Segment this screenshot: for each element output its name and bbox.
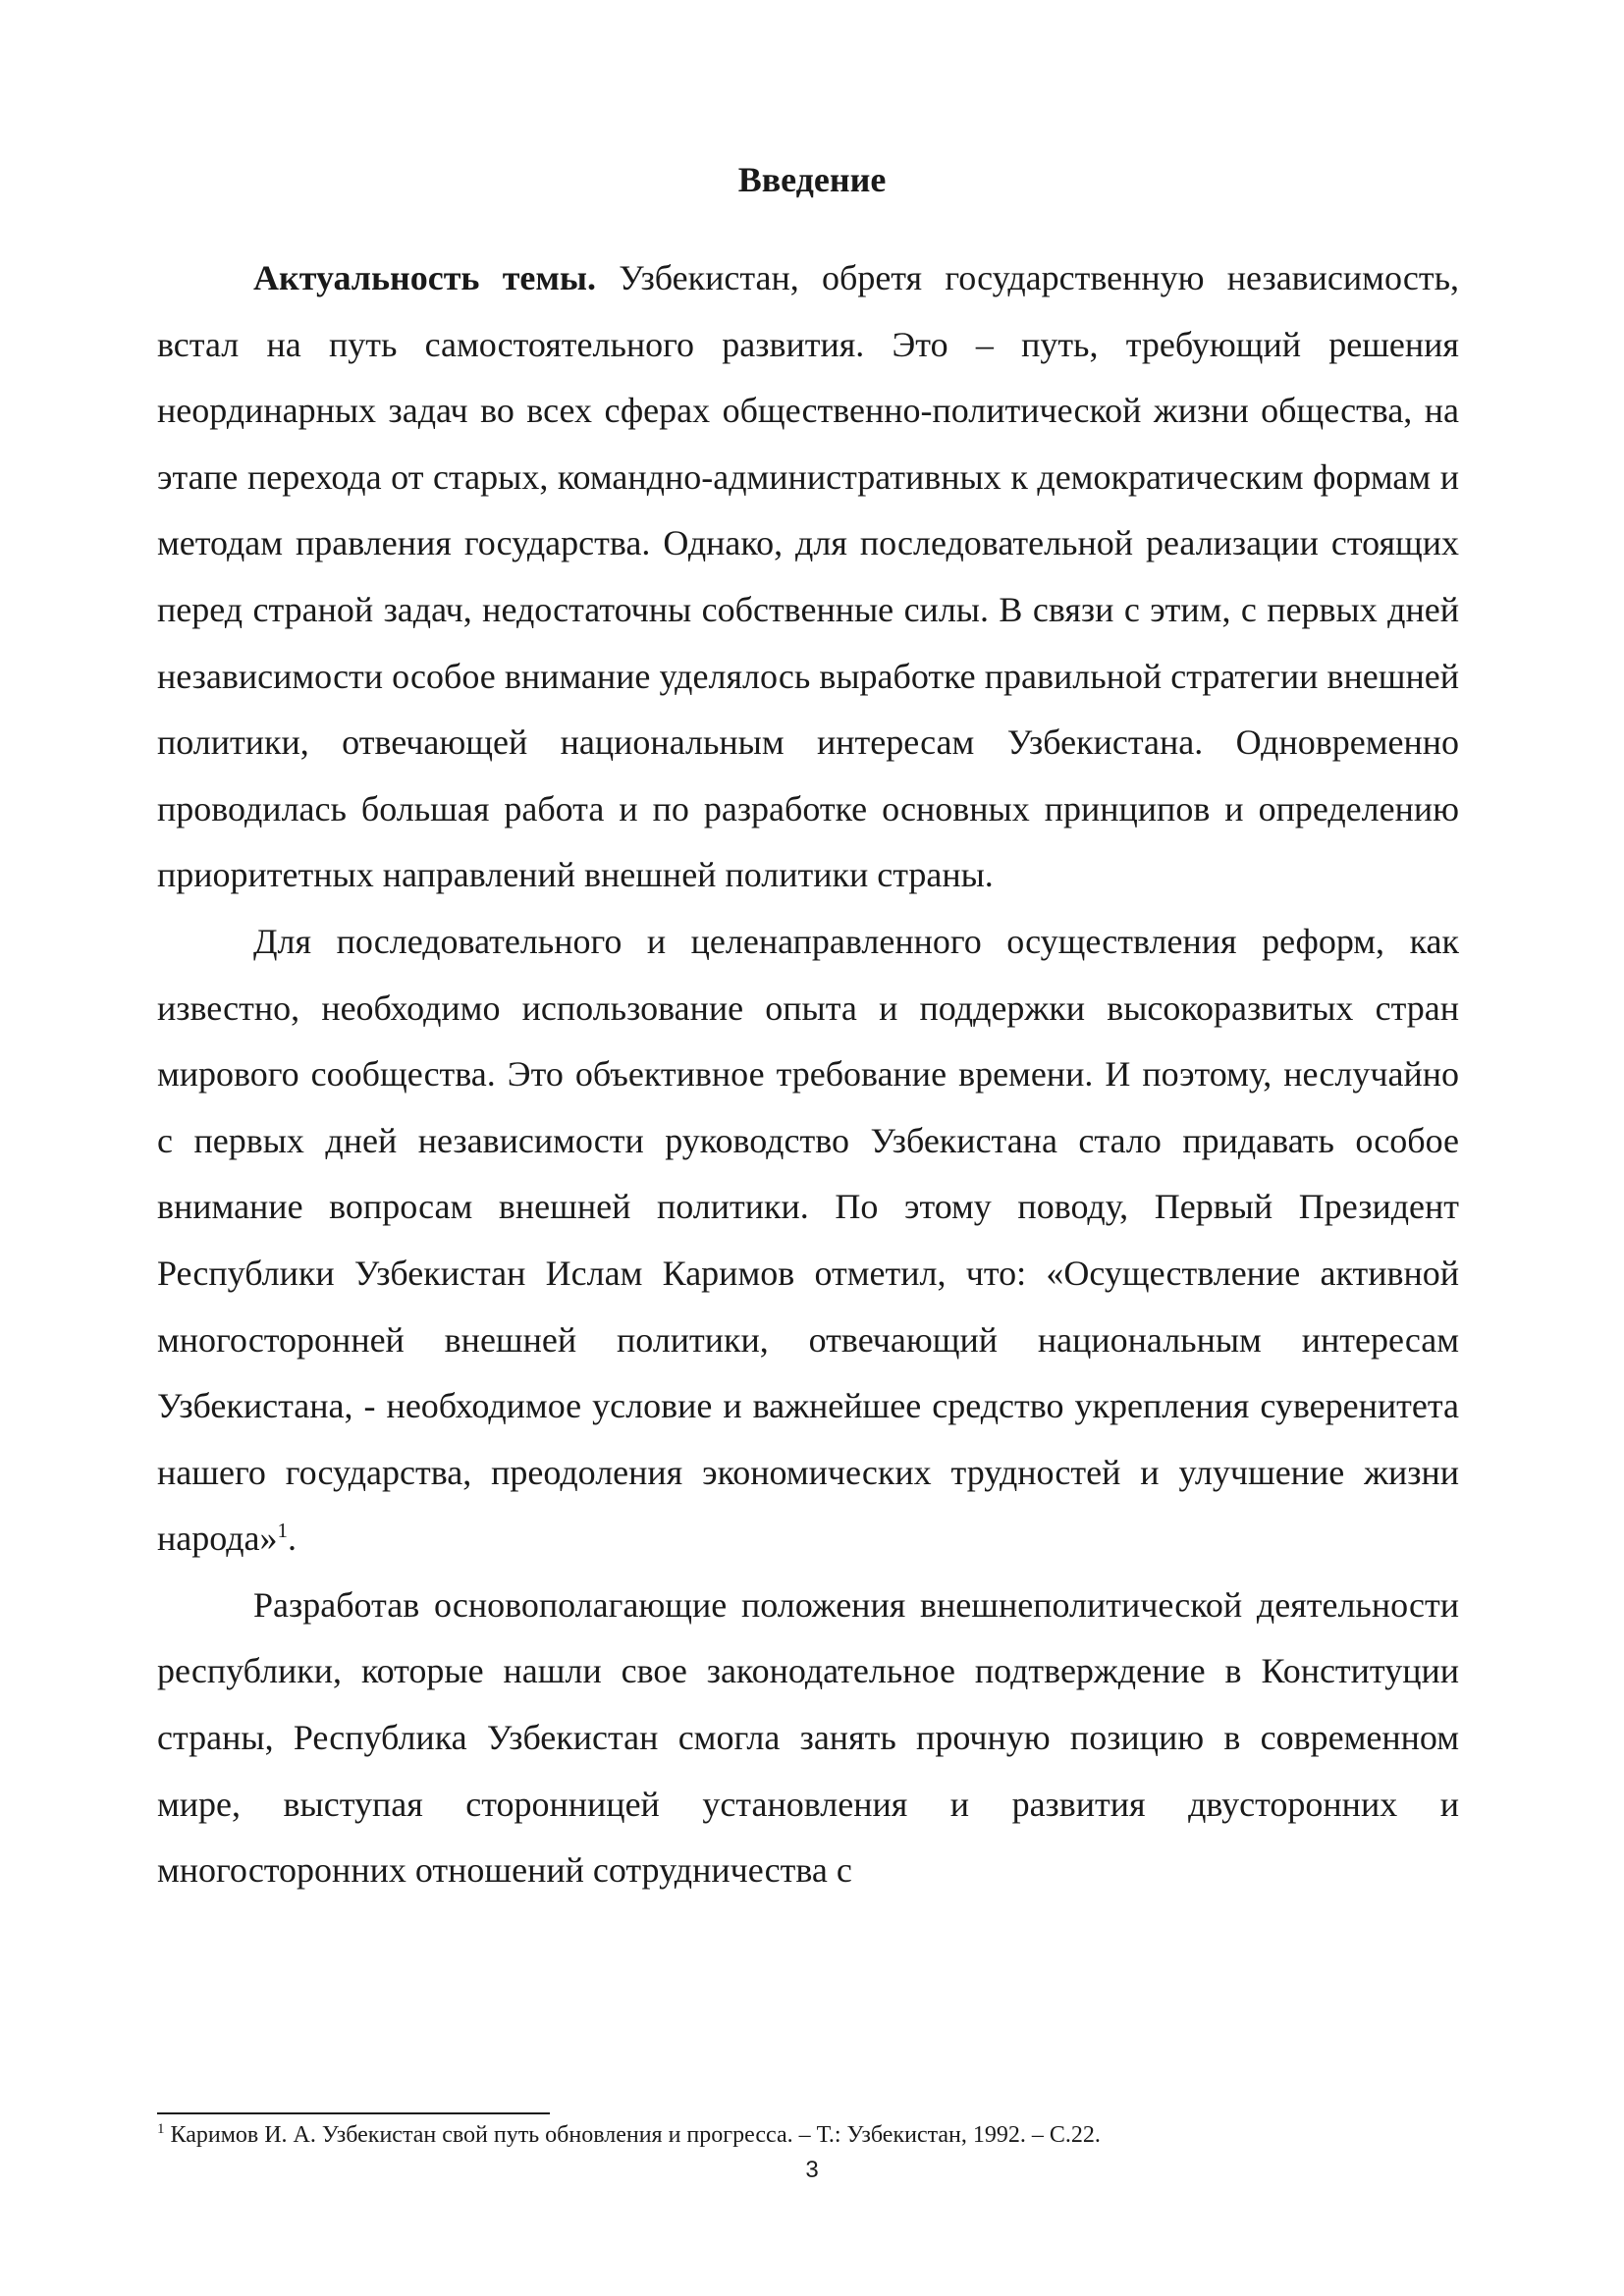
paragraph-text: Узбекистан, обретя государственную независимость, встал на путь самостоятельного развития. Это – путь, требующий решения неординарных задач во всех сферах общественно-политической жизни общества, на этапе перехода от старых, командно-административных к демократическим формам и методам правления государства. Однако, для последовательной реализации стоящих перед страной задач, недостаточны собственные силы. В связи с этим, с первых дней независимости особое внимание уделялось выработке правильной стратегии внешней политики, отвечающей национальным интересам Узбекистана. Одновременно проводилась большая работа и по разработке основных принципов и определению приоритетных направлений внешней политики страны. <box>157 258 1459 895</box>
paragraph-foreign-policy <box>157 1573 1459 1904</box>
footnote <box>157 2118 1463 2152</box>
page-number: 3 <box>805 2157 819 2183</box>
paragraph-tail: . <box>288 1519 298 1559</box>
paragraph-reforms <box>157 909 1459 1573</box>
footnote-separator <box>157 2112 550 2114</box>
body-text <box>157 245 1459 1904</box>
footnote-text: Каримов И. А. Узбекистан свой путь обновления и прогресса. – Т.: Узбекистан, 1992. – С.22. <box>164 2122 1101 2148</box>
paragraph-relevance <box>157 245 1459 909</box>
footnote-mark: 1 <box>157 2121 165 2137</box>
page-title: Введение <box>737 160 887 199</box>
footnote-reference[interactable]: 1 <box>277 1519 289 1543</box>
paragraph-text: Разработав основополагающие положения внешнеполитической деятельности республики, которые нашли свое законодательное подтверждение в Конституции страны, Республика Узбекистан смогла занять прочную позицию в современном мире, выступая сторонницей установления и развития двусторонних и многосторонних отношений сотрудничества с <box>157 1584 1459 1891</box>
relevance-heading: Актуальность темы. <box>253 258 596 297</box>
paragraph-text: Для последовательного и целенаправленного осуществления реформ, как известно, необходимо использование опыта и поддержки высокоразвитых стран мирового сообщества. Это объективное требование времени. И поэтому, неслучайно с первых дней независимости руководство Узбекистана стало придавать особое внимание вопросам внешней политики. По этому поводу, Первый Президент Республики Узбекистан Ислам Каримов отметил, что: «Осуществление активной многосторонней внешней политики, отвечающий национальным интересам Узбекистана, - необходимое условие и важнейшее средство укрепления суверенитета нашего государства, преодоления экономических трудностей и улучшение жизни народа» <box>157 921 1459 1559</box>
